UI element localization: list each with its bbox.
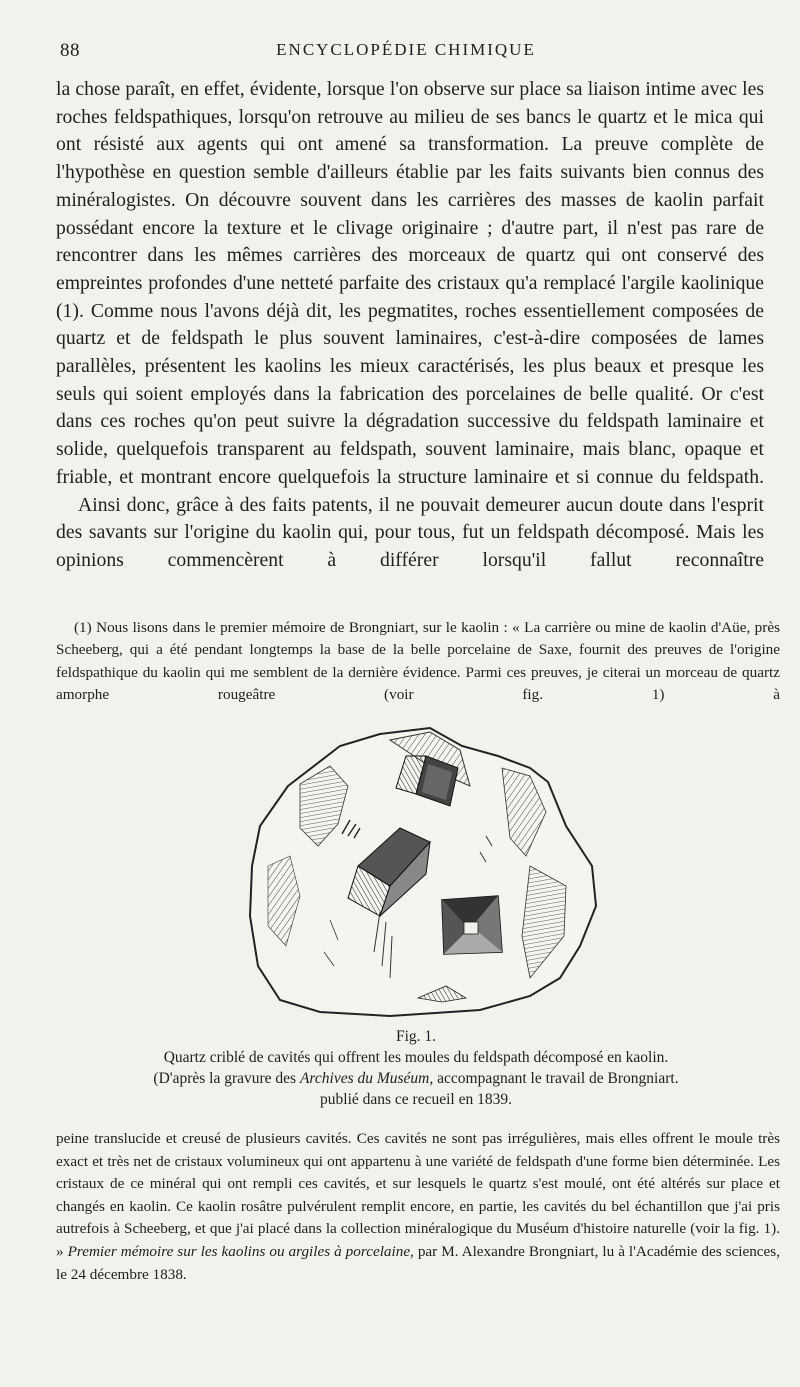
footnote-continued-start: peine translucide et creusé de plusieurs cavités. Ces cavités ne sont pas irrégulières, mais elles offrent le moule très exact et très net de cristaux volumineux qui ont appartenu à une variété de feldspath d'une forme bien déterminée. Les cristaux de ce minéral qui ont rempli ces cavités, et sur lesquels le quartz s'est moulé, ont été altérés sur place et changés en kaolin. Ce kaolin rosâtre pulvérulent remplit encore, en partie, les cavités du bel échantillon que j'ai pris autrefois à Scheeberg, et que j'ai placé dans la collection minéralogique du Muséum d'histoire naturelle (voir la fig. 1). » (56, 1130, 780, 1260)
footnote-1 (56, 617, 780, 707)
footnote-continued-text (56, 1128, 780, 1286)
caption-line-2-prefix: (D'après la gravure des (153, 1070, 300, 1087)
main-text (56, 76, 764, 575)
footnote-1-continued (56, 1128, 780, 1286)
page-number: 88 (60, 40, 80, 61)
caption-line-3: publié dans ce recueil en 1839. (320, 1091, 512, 1108)
caption-line-2 (96, 1068, 736, 1089)
footnote-1-text: (1) Nous lisons dans le premier mémoire de Brongniart, sur le kaolin : « La carrière ou mine de kaolin d'Aüe, près Scheeberg, qui a été pendant longtemps la base de la belle porcelaine de Saxe, fournit des preuves de l'origine feldspathique du kaolin qui me semblent de la dernière évidence. Parmi ces preuves, je citerai un morceau de quartz amorphe rougeâtre (voir fig. 1) à (56, 619, 780, 704)
quartz-specimen-illustration (230, 716, 614, 1026)
figure-quartz-engraving (230, 716, 614, 1026)
paragraph-2: Ainsi donc, grâce à des faits patents, il ne pouvait demeurer aucun doute dans l'esprit des savants sur l'origine du kaolin qui, pour tous, fut un feldspath décomposé. Mais les opinions commencèrent à différer lorsqu'il fallut reconnaître (56, 493, 764, 571)
caption-line-2-suffix: accompagnant le travail de Brongniart. (433, 1070, 679, 1087)
footnote-continued-end: par M. Alexandre Brongniart, lu à l'Académie des sciences, le 24 décembre 1838. (56, 1242, 780, 1283)
figure-caption (96, 1026, 736, 1110)
footnote-cited-work: Premier mémoire sur les kaolins ou argiles à porcelaine, (67, 1242, 414, 1260)
caption-line-1: Quartz criblé de cavités qui offrent les moules du feldspath décomposé en kaolin. (163, 1049, 669, 1066)
paragraph-1: la chose paraît, en effet, évidente, lorsque l'on observe sur place sa liaison intime avec les roches feldspathiques, lorsqu'on retrouve au milieu de ses bancs le quartz et le mica qui ont résisté aux agents qui ont amené sa transformation. La preuve complète de l'hypothèse en question semble d'ailleurs établie par les faits suivants bien connus des minéralogistes. On découvre souvent dans les carrières des masses de kaolin parfait possédant encore la texture et le clivage originaire ; d'autre part, il n'est pas rare de rencontrer dans les mêmes carrières des morceaux de quartz qui ont conservé des empreintes profondes d'une netteté parfaite des cristaux qu'a remplacé l'argile kaolinique (1). Comme nous l'avons déjà dit, les pegmatites, roches essentiellement composées de quartz et de feldspath le plus souvent laminaires, c'est-à-dire composées de lames parallèles, présentent les kaolins les mieux caractérisés, les plus beaux et presque les seuls qui soient employés dans la fabrication des porcelaines de belle qualité. Or c'est dans ces roches qu'on peut suivre la dégradation successive du feldspath laminaire et solide, quelquefois transparent au feldspath, souvent laminaire, mais blanc, opaque et friable, et montrant encore quelquefois la structure laminaire et si connue du feldspath. (56, 78, 764, 488)
figure-label: Fig. 1. (395, 1028, 437, 1045)
running-title: ENCYCLOPÉDIE CHIMIQUE (276, 40, 536, 59)
caption-source-title: Archives du Muséum, (299, 1070, 434, 1087)
page-header (56, 38, 756, 64)
